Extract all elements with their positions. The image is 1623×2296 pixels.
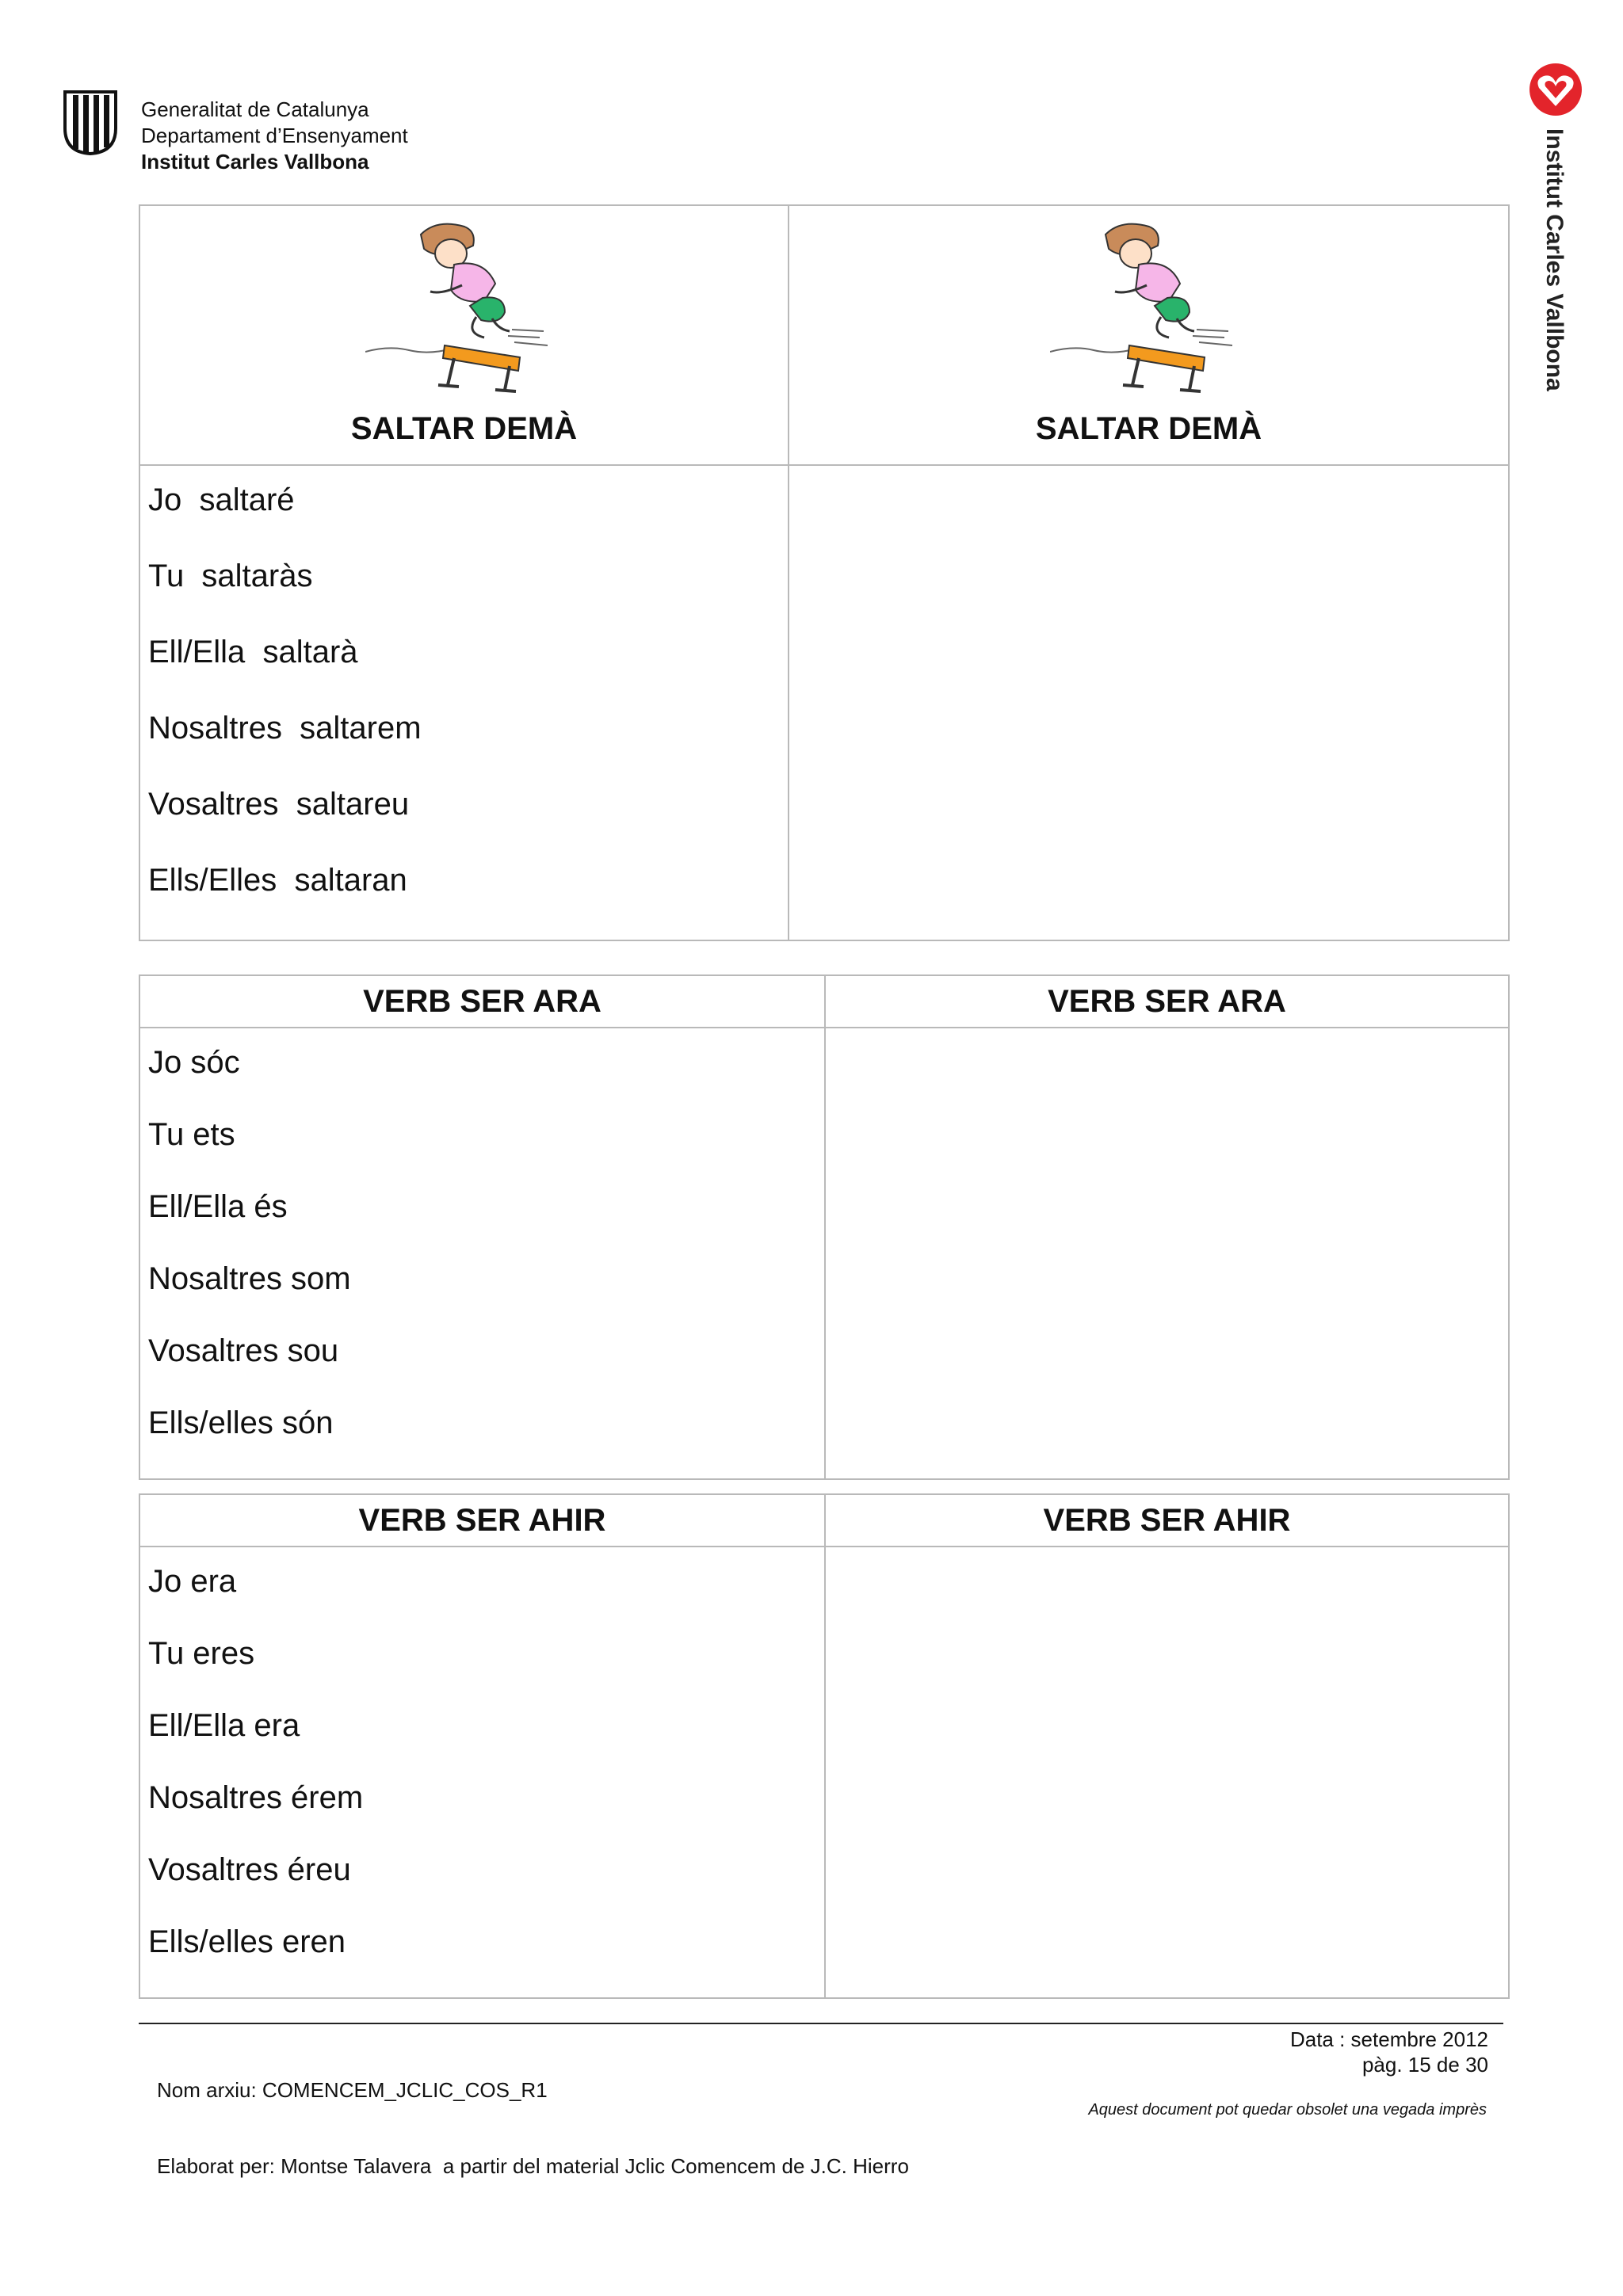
footer-date: Data : setembre 2012 [1289, 2027, 1488, 2051]
header-line-generalitat: Generalitat de Catalunya [141, 97, 369, 121]
conjugation-line: Jo era [148, 1564, 237, 1599]
conjugation-line: Jo saltaré [148, 482, 295, 517]
table-verb-ser-ara [139, 974, 1510, 1480]
table1-conjugation-cell [139, 465, 789, 940]
table1-left-header [139, 205, 789, 465]
table-verb-ser-ahir [139, 1493, 1510, 1999]
table2-right-title: VERB SER ARA [825, 975, 1509, 1028]
table3-conjugation-cell [139, 1547, 825, 1998]
table3-right-title: VERB SER AHIR [825, 1494, 1509, 1547]
footer-right [1290, 2027, 1488, 2077]
footer-divider [139, 2023, 1503, 2024]
conjugation-line: Ells/elles són [148, 1405, 334, 1440]
footer-page-number: pàg. 15 de 30 [1361, 2053, 1488, 2077]
conjugation-line: Jo sóc [148, 1045, 240, 1080]
girl-jumping-bench-icon [365, 219, 563, 393]
footer-obsolete-note: Aquest document pot quedar obsolet una vegada imprès [1088, 2101, 1487, 2119]
footer-left [157, 2027, 909, 2204]
footer-file-name: Nom arxiu: COMENCEM_JCLIC_COS_R1 [157, 2078, 548, 2102]
conjugation-line: Vosaltres saltareu [148, 787, 410, 822]
table-saltar-dema [139, 204, 1510, 941]
header-line-department: Departament d’Ensenyament [141, 124, 408, 147]
footer-author: Elaborat per: Montse Talavera a partir del material Jclic Comencem de J.C. Hierro [157, 2154, 909, 2178]
table1-left-title: SALTAR DEMÀ [350, 411, 578, 446]
conjugation-line: Nosaltres érem [148, 1780, 364, 1815]
table3-answer-cell[interactable] [825, 1547, 1509, 1998]
conjugation-line: Vosaltres sou [148, 1333, 339, 1368]
conjugation-line: Nosaltres som [148, 1261, 351, 1296]
girl-jumping-bench-icon [1050, 219, 1248, 393]
heart-logo-icon [1528, 62, 1583, 117]
side-brand-text: Institut Carles Vallbona [1541, 128, 1568, 391]
header-line-institute: Institut Carles Vallbona [141, 150, 369, 174]
table1-answer-cell[interactable] [789, 465, 1509, 940]
conjugation-line: Ells/Elles saltaran [148, 863, 407, 898]
table2-conjugation-cell [139, 1028, 825, 1479]
table2-left-title: VERB SER ARA [139, 975, 825, 1028]
conjugation-line: Nosaltres saltarem [148, 711, 422, 746]
conjugation-line: Tu ets [148, 1117, 235, 1152]
generalitat-logo-icon [62, 89, 119, 155]
conjugation-line: Vosaltres éreu [148, 1852, 351, 1887]
conjugation-line: Tu saltaràs [148, 559, 313, 593]
conjugation-line: Ell/Ella era [148, 1708, 300, 1743]
conjugation-line: Ell/Ella saltarà [148, 635, 358, 669]
conjugation-line: Tu eres [148, 1636, 255, 1671]
table3-left-title: VERB SER AHIR [139, 1494, 825, 1547]
table1-right-header [789, 205, 1509, 465]
institution-header [141, 97, 408, 175]
conjugation-line: Ells/elles eren [148, 1924, 346, 1959]
table1-right-title: SALTAR DEMÀ [1035, 411, 1262, 446]
table2-answer-cell[interactable] [825, 1028, 1509, 1479]
conjugation-line: Ell/Ella és [148, 1189, 288, 1224]
side-brand [1520, 62, 1596, 391]
